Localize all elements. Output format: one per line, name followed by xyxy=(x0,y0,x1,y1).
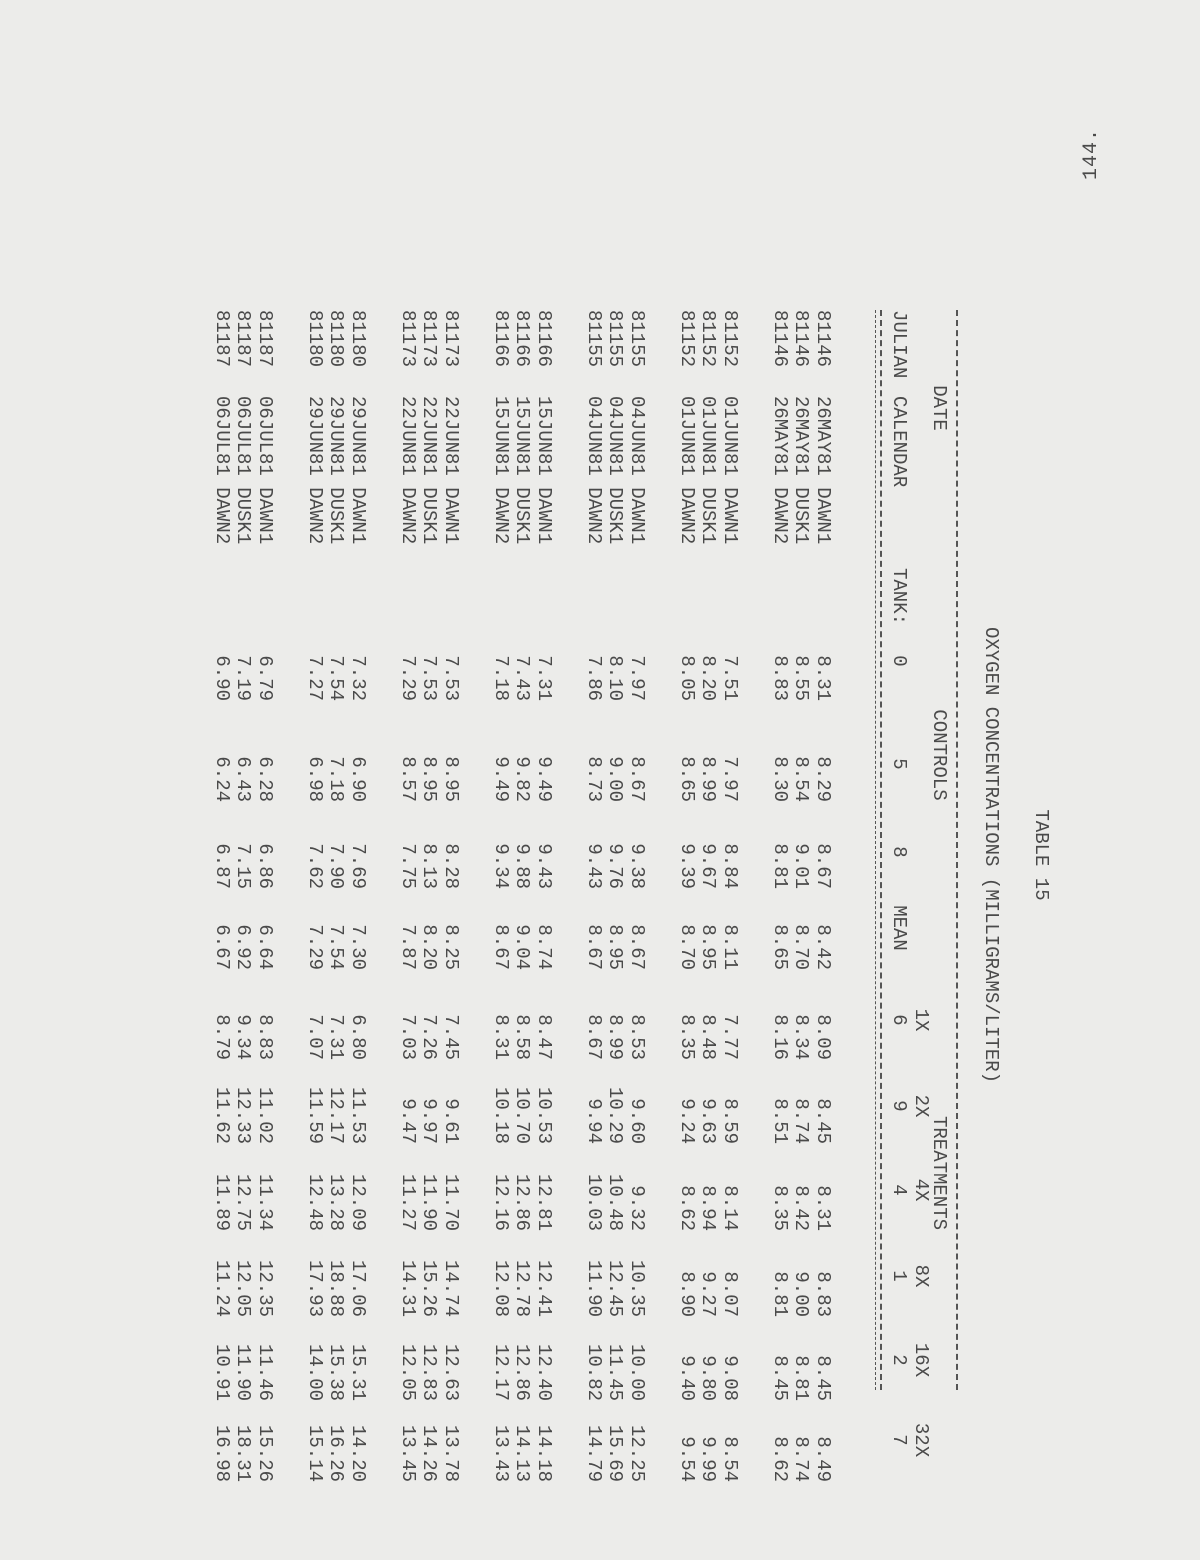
julian-cell: 81180 xyxy=(347,310,369,368)
julian-cell: 81166 xyxy=(511,310,534,368)
16x-cell: 11.46 xyxy=(254,1343,276,1401)
tank-8-cell: 8.13 xyxy=(418,843,441,889)
tank-8-cell: 8.81 xyxy=(769,843,791,889)
32x-cell: 14.79 xyxy=(583,1424,605,1482)
header-32x-tank: 7 xyxy=(888,1434,910,1446)
2x-cell: 8.74 xyxy=(790,1098,813,1144)
32x-cell: 14.18 xyxy=(533,1424,555,1482)
tank-5-cell: 8.29 xyxy=(812,756,834,802)
1x-cell: 7.45 xyxy=(440,1014,462,1060)
julian-cell: 81152 xyxy=(719,310,741,368)
header-32x: 32X xyxy=(910,1422,932,1458)
mean-cell: 8.25 xyxy=(440,924,462,970)
16x-cell: 10.82 xyxy=(583,1343,605,1401)
calendar-cell: 01JUN81 DAWN2 xyxy=(676,396,698,545)
tank-8-cell: 6.86 xyxy=(254,843,276,889)
tank-8-cell: 9.43 xyxy=(533,843,555,889)
tank-0-cell: 8.83 xyxy=(769,655,791,701)
4x-cell: 12.86 xyxy=(511,1173,534,1231)
tank-0-cell: 7.53 xyxy=(418,655,441,701)
32x-cell: 15.14 xyxy=(304,1424,326,1482)
16x-cell: 12.86 xyxy=(511,1343,534,1401)
8x-cell: 8.07 xyxy=(719,1271,741,1317)
tank-5-cell: 8.73 xyxy=(583,756,605,802)
4x-cell: 12.81 xyxy=(533,1173,555,1231)
julian-cell: 81152 xyxy=(697,310,720,368)
header-16x: 16X xyxy=(910,1342,932,1378)
mean-cell: 8.11 xyxy=(719,924,741,970)
4x-cell: 11.70 xyxy=(440,1173,462,1231)
mean-cell: 8.65 xyxy=(769,924,791,970)
tank-0-cell: 7.31 xyxy=(533,655,555,701)
1x-cell: 8.48 xyxy=(697,1014,720,1060)
1x-cell: 7.26 xyxy=(418,1014,441,1060)
tank-5-cell: 8.65 xyxy=(676,756,698,802)
header-8x-tank: 1 xyxy=(888,1270,910,1282)
calendar-cell: 06JUL81 DAWN1 xyxy=(254,396,276,545)
header-tank-0: 0 xyxy=(888,655,910,667)
tank-5-cell: 8.95 xyxy=(440,756,462,802)
tank-0-cell: 7.18 xyxy=(490,655,512,701)
tank-0-cell: 7.53 xyxy=(440,655,462,701)
32x-cell: 15.69 xyxy=(604,1424,627,1482)
1x-cell: 8.16 xyxy=(769,1014,791,1060)
tank-5-cell: 7.18 xyxy=(325,756,348,802)
tank-5-cell: 6.24 xyxy=(211,756,233,802)
32x-cell: 16.26 xyxy=(325,1424,348,1482)
32x-cell: 8.74 xyxy=(790,1436,813,1482)
32x-cell: 9.54 xyxy=(676,1436,698,1482)
header-1x-tank: 6 xyxy=(888,1014,910,1026)
2x-cell: 8.59 xyxy=(719,1098,741,1144)
1x-cell: 7.31 xyxy=(325,1014,348,1060)
tank-0-cell: 7.86 xyxy=(583,655,605,701)
mean-cell: 7.87 xyxy=(397,924,419,970)
32x-cell: 8.54 xyxy=(719,1436,741,1482)
2x-cell: 9.24 xyxy=(676,1098,698,1144)
8x-cell: 8.81 xyxy=(769,1271,791,1317)
header-tank-5: 5 xyxy=(888,758,910,770)
tank-8-cell: 9.01 xyxy=(790,843,813,889)
4x-cell: 8.35 xyxy=(769,1185,791,1231)
mean-cell: 8.70 xyxy=(790,924,813,970)
calendar-cell: 06JUL81 DUSK1 xyxy=(232,396,255,545)
8x-cell: 12.41 xyxy=(533,1259,555,1317)
calendar-cell: 04JUN81 DUSK1 xyxy=(604,396,627,545)
8x-cell: 14.74 xyxy=(440,1259,462,1317)
32x-cell: 18.31 xyxy=(232,1424,255,1482)
1x-cell: 8.79 xyxy=(211,1014,233,1060)
8x-cell: 12.78 xyxy=(511,1259,534,1317)
1x-cell: 8.67 xyxy=(583,1014,605,1060)
mean-cell: 8.42 xyxy=(812,924,834,970)
julian-cell: 81187 xyxy=(254,310,276,368)
tank-5-cell: 8.95 xyxy=(418,756,441,802)
tank-0-cell: 8.10 xyxy=(604,655,627,701)
tank-5-cell: 6.43 xyxy=(232,756,255,802)
tank-5-cell: 9.49 xyxy=(490,756,512,802)
1x-cell: 7.03 xyxy=(397,1014,419,1060)
32x-cell: 13.45 xyxy=(397,1424,419,1482)
calendar-cell: 29JUN81 DAWN2 xyxy=(304,396,326,545)
calendar-cell: 15JUN81 DAWN2 xyxy=(490,396,512,545)
tank-8-cell: 9.39 xyxy=(676,843,698,889)
header-2x: 2X xyxy=(910,1094,932,1118)
tank-5-cell: 7.97 xyxy=(719,756,741,802)
16x-cell: 11.90 xyxy=(232,1343,255,1401)
8x-cell: 11.90 xyxy=(583,1259,605,1317)
2x-cell: 8.51 xyxy=(769,1098,791,1144)
tank-8-cell: 8.28 xyxy=(440,843,462,889)
1x-cell: 8.47 xyxy=(533,1014,555,1060)
2x-cell: 9.63 xyxy=(697,1098,720,1144)
julian-cell: 81166 xyxy=(533,310,555,368)
tank-5-cell: 6.28 xyxy=(254,756,276,802)
16x-cell: 8.45 xyxy=(812,1355,834,1401)
2x-cell: 11.02 xyxy=(254,1086,276,1144)
16x-cell: 12.17 xyxy=(490,1343,512,1401)
8x-cell: 14.31 xyxy=(397,1259,419,1317)
4x-cell: 12.09 xyxy=(347,1173,369,1231)
julian-cell: 81146 xyxy=(790,310,813,368)
4x-cell: 8.14 xyxy=(719,1185,741,1231)
tank-5-cell: 6.98 xyxy=(304,756,326,802)
tank-8-cell: 7.90 xyxy=(325,843,348,889)
table-title: TABLE 15 xyxy=(1030,809,1052,901)
julian-cell: 81180 xyxy=(304,310,326,368)
8x-cell: 10.35 xyxy=(626,1259,648,1317)
tank-0-cell: 7.29 xyxy=(397,655,419,701)
32x-cell: 13.43 xyxy=(490,1424,512,1482)
8x-cell: 17.06 xyxy=(347,1259,369,1317)
32x-cell: 8.62 xyxy=(769,1436,791,1482)
32x-cell: 15.26 xyxy=(254,1424,276,1482)
header-julian: JULIAN xyxy=(888,310,910,379)
tank-8-cell: 9.88 xyxy=(511,843,534,889)
2x-cell: 9.94 xyxy=(583,1098,605,1144)
julian-cell: 81173 xyxy=(418,310,441,368)
header-mean: MEAN xyxy=(888,905,910,951)
mean-cell: 8.74 xyxy=(533,924,555,970)
1x-cell: 8.83 xyxy=(254,1014,276,1060)
1x-cell: 6.80 xyxy=(347,1014,369,1060)
32x-cell: 8.49 xyxy=(812,1436,834,1482)
calendar-cell: 22JUN81 DAWN1 xyxy=(440,396,462,545)
16x-cell: 12.83 xyxy=(418,1343,441,1401)
4x-cell: 8.42 xyxy=(790,1185,813,1231)
2x-cell: 9.47 xyxy=(397,1098,419,1144)
calendar-cell: 29JUN81 DUSK1 xyxy=(325,396,348,545)
2x-cell: 10.53 xyxy=(533,1086,555,1144)
2x-cell: 11.62 xyxy=(211,1086,233,1144)
1x-cell: 8.99 xyxy=(604,1014,627,1060)
header-2x-tank: 9 xyxy=(888,1100,910,1112)
32x-cell: 14.20 xyxy=(347,1424,369,1482)
2x-cell: 9.61 xyxy=(440,1098,462,1144)
4x-cell: 8.31 xyxy=(812,1185,834,1231)
julian-cell: 81155 xyxy=(583,310,605,368)
tank-0-cell: 7.27 xyxy=(304,655,326,701)
tank-0-cell: 8.05 xyxy=(676,655,698,701)
4x-cell: 9.32 xyxy=(626,1185,648,1231)
32x-cell: 13.78 xyxy=(440,1424,462,1482)
julian-cell: 81155 xyxy=(604,310,627,368)
tank-8-cell: 6.87 xyxy=(211,843,233,889)
mean-cell: 7.54 xyxy=(325,924,348,970)
calendar-cell: 04JUN81 DAWN2 xyxy=(583,396,605,545)
julian-cell: 81180 xyxy=(325,310,348,368)
4x-cell: 12.75 xyxy=(232,1173,255,1231)
8x-cell: 9.00 xyxy=(790,1271,813,1317)
2x-cell: 11.59 xyxy=(304,1086,326,1144)
4x-cell: 12.16 xyxy=(490,1173,512,1231)
8x-cell: 12.45 xyxy=(604,1259,627,1317)
1x-cell: 8.34 xyxy=(790,1014,813,1060)
8x-cell: 9.27 xyxy=(697,1271,720,1317)
tank-5-cell: 8.57 xyxy=(397,756,419,802)
calendar-cell: 29JUN81 DAWN1 xyxy=(347,396,369,545)
header-tank-8: 8 xyxy=(888,846,910,858)
16x-cell: 12.63 xyxy=(440,1343,462,1401)
header-calendar: CALENDAR xyxy=(888,396,910,488)
tank-5-cell: 8.54 xyxy=(790,756,813,802)
rule-header-2 xyxy=(875,310,876,1390)
16x-cell: 15.31 xyxy=(347,1343,369,1401)
2x-cell: 8.45 xyxy=(812,1098,834,1144)
calendar-cell: 22JUN81 DUSK1 xyxy=(418,396,441,545)
1x-cell: 9.34 xyxy=(232,1014,255,1060)
tank-8-cell: 7.69 xyxy=(347,843,369,889)
page-number: 144. xyxy=(1080,127,1103,180)
32x-cell: 14.13 xyxy=(511,1424,534,1482)
rule-header-1 xyxy=(880,310,882,1390)
calendar-cell: 01JUN81 DAWN1 xyxy=(719,396,741,545)
mean-cell: 6.64 xyxy=(254,924,276,970)
4x-cell: 11.89 xyxy=(211,1173,233,1231)
tank-8-cell: 9.67 xyxy=(697,843,720,889)
julian-cell: 81146 xyxy=(769,310,791,368)
8x-cell: 12.05 xyxy=(232,1259,255,1317)
2x-cell: 11.53 xyxy=(347,1086,369,1144)
tank-0-cell: 7.43 xyxy=(511,655,534,701)
2x-cell: 9.60 xyxy=(626,1098,648,1144)
tank-8-cell: 9.34 xyxy=(490,843,512,889)
tank-5-cell: 8.99 xyxy=(697,756,720,802)
4x-cell: 11.27 xyxy=(397,1173,419,1231)
4x-cell: 10.03 xyxy=(583,1173,605,1231)
1x-cell: 8.35 xyxy=(676,1014,698,1060)
2x-cell: 10.70 xyxy=(511,1086,534,1144)
rule-top xyxy=(956,310,958,1390)
tank-0-cell: 6.79 xyxy=(254,655,276,701)
tank-5-cell: 8.30 xyxy=(769,756,791,802)
16x-cell: 10.91 xyxy=(211,1343,233,1401)
tank-0-cell: 7.19 xyxy=(232,655,255,701)
tank-5-cell: 6.90 xyxy=(347,756,369,802)
4x-cell: 11.90 xyxy=(418,1173,441,1231)
tank-0-cell: 7.54 xyxy=(325,655,348,701)
mean-cell: 8.20 xyxy=(418,924,441,970)
16x-cell: 10.00 xyxy=(626,1343,648,1401)
4x-cell: 11.34 xyxy=(254,1173,276,1231)
header-controls: CONTROLS xyxy=(928,709,950,801)
tank-5-cell: 8.67 xyxy=(626,756,648,802)
8x-cell: 11.24 xyxy=(211,1259,233,1317)
julian-cell: 81187 xyxy=(232,310,255,368)
tank-0-cell: 8.31 xyxy=(812,655,834,701)
rotated-table xyxy=(160,140,1060,1560)
tank-0-cell: 8.20 xyxy=(697,655,720,701)
calendar-cell: 26MAY81 DUSK1 xyxy=(790,396,813,545)
4x-cell: 13.28 xyxy=(325,1173,348,1231)
2x-cell: 12.17 xyxy=(325,1086,348,1144)
4x-cell: 12.48 xyxy=(304,1173,326,1231)
tank-0-cell: 7.32 xyxy=(347,655,369,701)
2x-cell: 10.29 xyxy=(604,1086,627,1144)
2x-cell: 10.18 xyxy=(490,1086,512,1144)
mean-cell: 8.95 xyxy=(604,924,627,970)
8x-cell: 12.35 xyxy=(254,1259,276,1317)
julian-cell: 81166 xyxy=(490,310,512,368)
16x-cell: 9.40 xyxy=(676,1355,698,1401)
1x-cell: 8.09 xyxy=(812,1014,834,1060)
julian-cell: 81152 xyxy=(676,310,698,368)
mean-cell: 7.29 xyxy=(304,924,326,970)
32x-cell: 12.25 xyxy=(626,1424,648,1482)
tank-0-cell: 8.55 xyxy=(790,655,813,701)
1x-cell: 7.77 xyxy=(719,1014,741,1060)
2x-cell: 12.33 xyxy=(232,1086,255,1144)
julian-cell: 81173 xyxy=(397,310,419,368)
8x-cell: 8.83 xyxy=(812,1271,834,1317)
16x-cell: 9.80 xyxy=(697,1355,720,1401)
tank-8-cell: 8.84 xyxy=(719,843,741,889)
mean-cell: 8.67 xyxy=(583,924,605,970)
8x-cell: 12.08 xyxy=(490,1259,512,1317)
header-treatments: TREATMENTS xyxy=(928,1115,950,1231)
4x-cell: 8.94 xyxy=(697,1185,720,1231)
mean-cell: 9.04 xyxy=(511,924,534,970)
tank-8-cell: 9.76 xyxy=(604,843,627,889)
8x-cell: 8.90 xyxy=(676,1271,698,1317)
calendar-cell: 26MAY81 DAWN2 xyxy=(769,396,791,545)
calendar-cell: 04JUN81 DAWN1 xyxy=(626,396,648,545)
8x-cell: 15.26 xyxy=(418,1259,441,1317)
calendar-cell: 15JUN81 DAWN1 xyxy=(533,396,555,545)
16x-cell: 14.00 xyxy=(304,1343,326,1401)
header-tank: TANK: xyxy=(888,568,910,626)
table-subtitle: OXYGEN CONCENTRATIONS (MILLIGRAMS/LITER) xyxy=(980,626,1002,1084)
32x-cell: 9.99 xyxy=(697,1436,720,1482)
16x-cell: 8.45 xyxy=(769,1355,791,1401)
tank-5-cell: 9.82 xyxy=(511,756,534,802)
header-4x: 4X xyxy=(910,1178,932,1202)
32x-cell: 16.98 xyxy=(211,1424,233,1482)
mean-cell: 7.30 xyxy=(347,924,369,970)
8x-cell: 18.88 xyxy=(325,1259,348,1317)
tank-8-cell: 9.43 xyxy=(583,843,605,889)
julian-cell: 81155 xyxy=(626,310,648,368)
calendar-cell: 15JUN81 DUSK1 xyxy=(511,396,534,545)
julian-cell: 81187 xyxy=(211,310,233,368)
tank-5-cell: 9.00 xyxy=(604,756,627,802)
16x-cell: 12.40 xyxy=(533,1343,555,1401)
8x-cell: 17.93 xyxy=(304,1259,326,1317)
julian-cell: 81146 xyxy=(812,310,834,368)
16x-cell: 11.45 xyxy=(604,1343,627,1401)
header-16x-tank: 2 xyxy=(888,1354,910,1366)
mean-cell: 8.70 xyxy=(676,924,698,970)
header-4x-tank: 4 xyxy=(888,1184,910,1196)
tank-8-cell: 7.62 xyxy=(304,843,326,889)
tank-8-cell: 7.15 xyxy=(232,843,255,889)
16x-cell: 12.05 xyxy=(397,1343,419,1401)
tank-0-cell: 6.90 xyxy=(211,655,233,701)
mean-cell: 8.67 xyxy=(626,924,648,970)
mean-cell: 6.92 xyxy=(232,924,255,970)
header-1x: 1X xyxy=(910,1008,932,1032)
julian-cell: 81173 xyxy=(440,310,462,368)
tank-5-cell: 9.49 xyxy=(533,756,555,802)
16x-cell: 15.38 xyxy=(325,1343,348,1401)
1x-cell: 8.31 xyxy=(490,1014,512,1060)
tank-8-cell: 9.38 xyxy=(626,843,648,889)
tank-8-cell: 7.75 xyxy=(397,843,419,889)
header-8x: 8X xyxy=(910,1264,932,1288)
1x-cell: 7.07 xyxy=(304,1014,326,1060)
tank-0-cell: 7.97 xyxy=(626,655,648,701)
tank-0-cell: 7.51 xyxy=(719,655,741,701)
16x-cell: 9.08 xyxy=(719,1355,741,1401)
tank-8-cell: 8.67 xyxy=(812,843,834,889)
4x-cell: 8.62 xyxy=(676,1185,698,1231)
calendar-cell: 06JUL81 DAWN2 xyxy=(211,396,233,545)
header-date: DATE xyxy=(928,385,950,431)
calendar-cell: 01JUN81 DUSK1 xyxy=(697,396,720,545)
1x-cell: 8.53 xyxy=(626,1014,648,1060)
mean-cell: 8.67 xyxy=(490,924,512,970)
mean-cell: 8.95 xyxy=(697,924,720,970)
2x-cell: 9.97 xyxy=(418,1098,441,1144)
16x-cell: 8.81 xyxy=(790,1355,813,1401)
32x-cell: 14.26 xyxy=(418,1424,441,1482)
mean-cell: 6.67 xyxy=(211,924,233,970)
calendar-cell: 22JUN81 DAWN2 xyxy=(397,396,419,545)
4x-cell: 10.48 xyxy=(604,1173,627,1231)
calendar-cell: 26MAY81 DAWN1 xyxy=(812,396,834,545)
1x-cell: 8.58 xyxy=(511,1014,534,1060)
